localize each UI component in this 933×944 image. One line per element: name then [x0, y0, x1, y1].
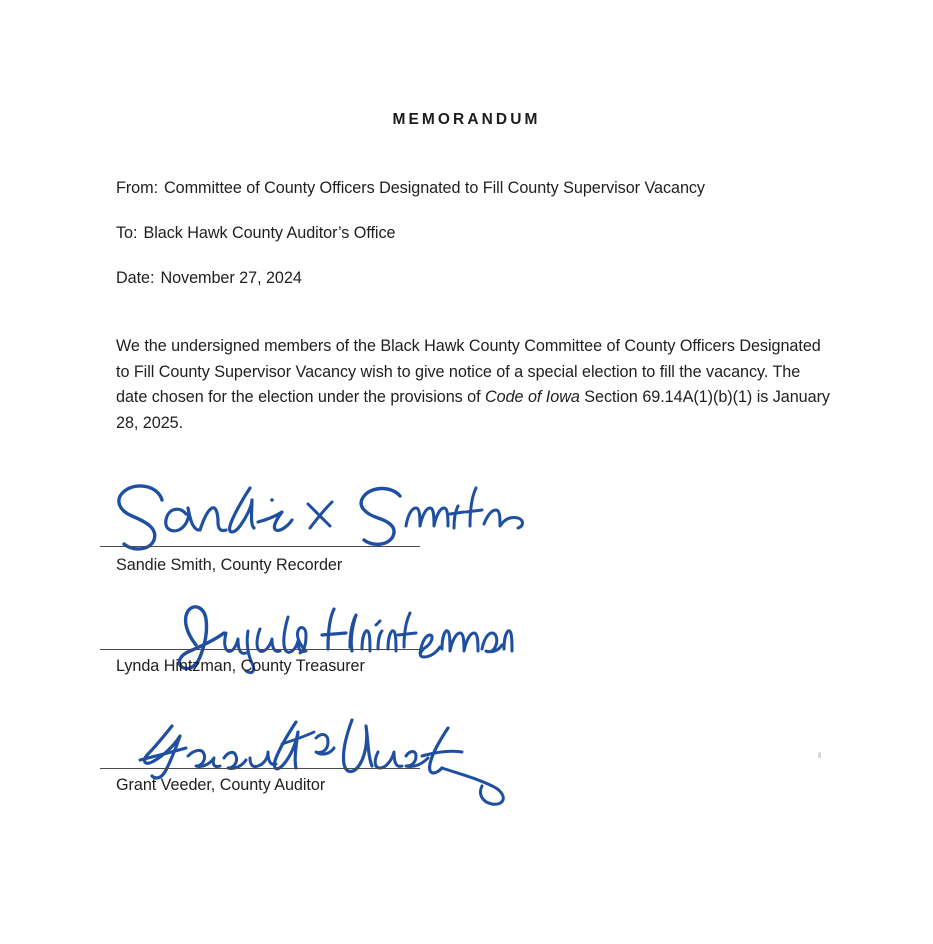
body-text-part-1: We the undersigned members of the Black Hawk County Committee of County Officers Designated to Fill County Supervisor Vacancy wish to give notice of a special election to fill the vacancy. The date chosen for the election under the provisions of — [116, 337, 821, 407]
field-date — [116, 269, 302, 288]
scan-artifact — [818, 752, 821, 758]
code-of-iowa-citation: Code of Iowa — [485, 388, 580, 407]
body-paragraph — [116, 334, 834, 436]
signature-caption-lynda-hintzman: Lynda Hintzman, County Treasurer — [116, 657, 365, 675]
field-date-label: Date: — [116, 269, 155, 287]
signature-block-sandie-smith — [0, 470, 933, 590]
field-date-value: November 27, 2024 — [160, 269, 302, 287]
signature-block-lynda-hintzman — [0, 595, 933, 715]
signature-rule — [100, 649, 420, 650]
signature-block-grant-veeder — [0, 712, 933, 832]
signature-rule — [100, 546, 420, 547]
signature-caption-grant-veeder: Grant Veeder, County Auditor — [116, 776, 326, 794]
field-to-label: To: — [116, 224, 138, 242]
field-to-value: Black Hawk County Auditor’s Office — [143, 224, 396, 242]
field-to — [116, 224, 395, 243]
signature-sandie-smith — [100, 470, 520, 552]
page-title: MEMORANDUM — [392, 111, 541, 128]
field-from — [116, 179, 705, 198]
field-from-value: Committee of County Officers Designated to Fill County Supervisor Vacancy — [164, 179, 705, 197]
body-text-part-2: Section 69.14A(1)(b)(1) is January 28, 2025. — [116, 388, 830, 432]
signature-caption-sandie-smith: Sandie Smith, County Recorder — [116, 556, 343, 574]
signature-rule — [100, 768, 420, 769]
field-from-label: From: — [116, 179, 159, 197]
